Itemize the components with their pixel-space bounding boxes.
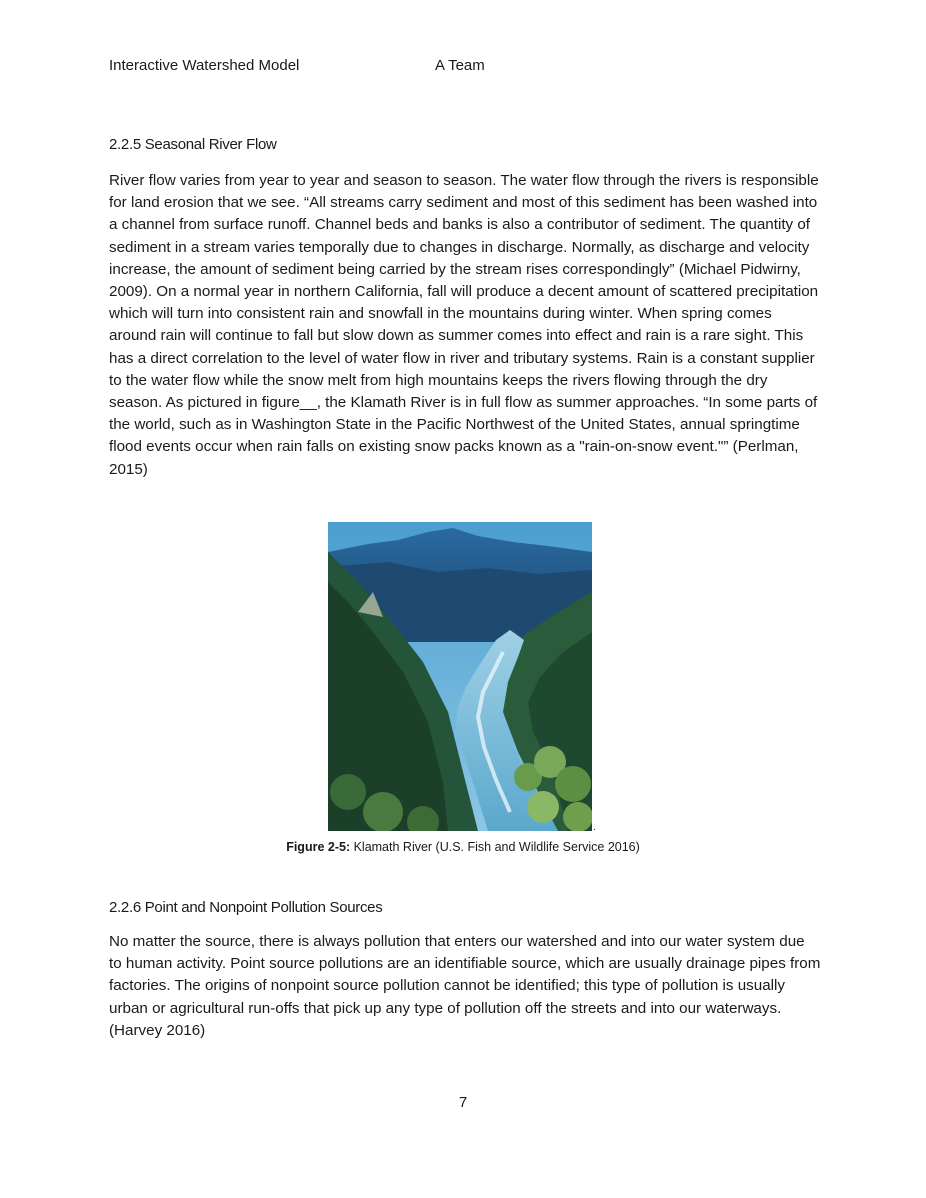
figure-caption-label: Figure 2-5: — [286, 840, 351, 854]
paragraph-seasonal-river-flow: River flow varies from year to year and season to season. The water flow through the rivers is responsible for land erosion that we see. “All streams carry sediment and most of this sediment has been washed into a channel from surface runoff. Channel beds and banks is also a contributor of sediment. The quantity of sediment in a stream varies temporally due to changes in discharge. Normally, as discharge and velocity increase, the amount of sediment being carried by the stream rises correspondingly” (Michael Pidwirny, 2009). On a normal year in northern California, fall will produce a decent amount of scattered precipitation which will turn into consistent rain and snowfall in the mountains during winter. When spring comes around rain will continue to fall but slow down as summer comes into effect and rain is a rare sight. This has a direct correlation to the level of water flow in river and tributary systems. Rain is a constant supplier to the water flow while the snow melt from high mountains keeps the rivers flowing through the dry season. As pictured in figure__, the Klamath River is in full flow as summer approaches. “In some parts of the world, such as in Washington State in the Pacific Northwest of the United States, annual springtime flood events occur when rain falls on existing snow packs known as a "rain-on-snow event."” (Perlman, 2015) — [109, 172, 819, 478]
figure-caption-text: Klamath River (U.S. Fish and Wildlife Service 2016) — [350, 840, 640, 854]
figure-trailing-dot: . — [593, 822, 596, 833]
section-title-pollution-sources: 2.2.6 Point and Nonpoint Pollution Sources — [109, 899, 383, 916]
section-title-seasonal-river-flow: 2.2.5 Seasonal River Flow — [109, 136, 277, 153]
paragraph-pollution-sources: No matter the source, there is always pollution that enters our watershed and into our water system due to human activity. Point source pollutions are an identifiable source, which are usually drainage pipes from factories. The origins of nonpoint source pollution cannot be identified; this type of pollution is usually urban or agricultural run-offs that pick up any type of pollution off the streets and into our waterways. (Harvey 2016) — [109, 933, 821, 1039]
figure-klamath-river-photo — [328, 522, 592, 831]
page-number: 7 — [458, 1094, 468, 1111]
header-right: A Team — [435, 57, 485, 74]
figure-caption — [0, 840, 926, 854]
header-left: Interactive Watershed Model — [109, 57, 300, 74]
